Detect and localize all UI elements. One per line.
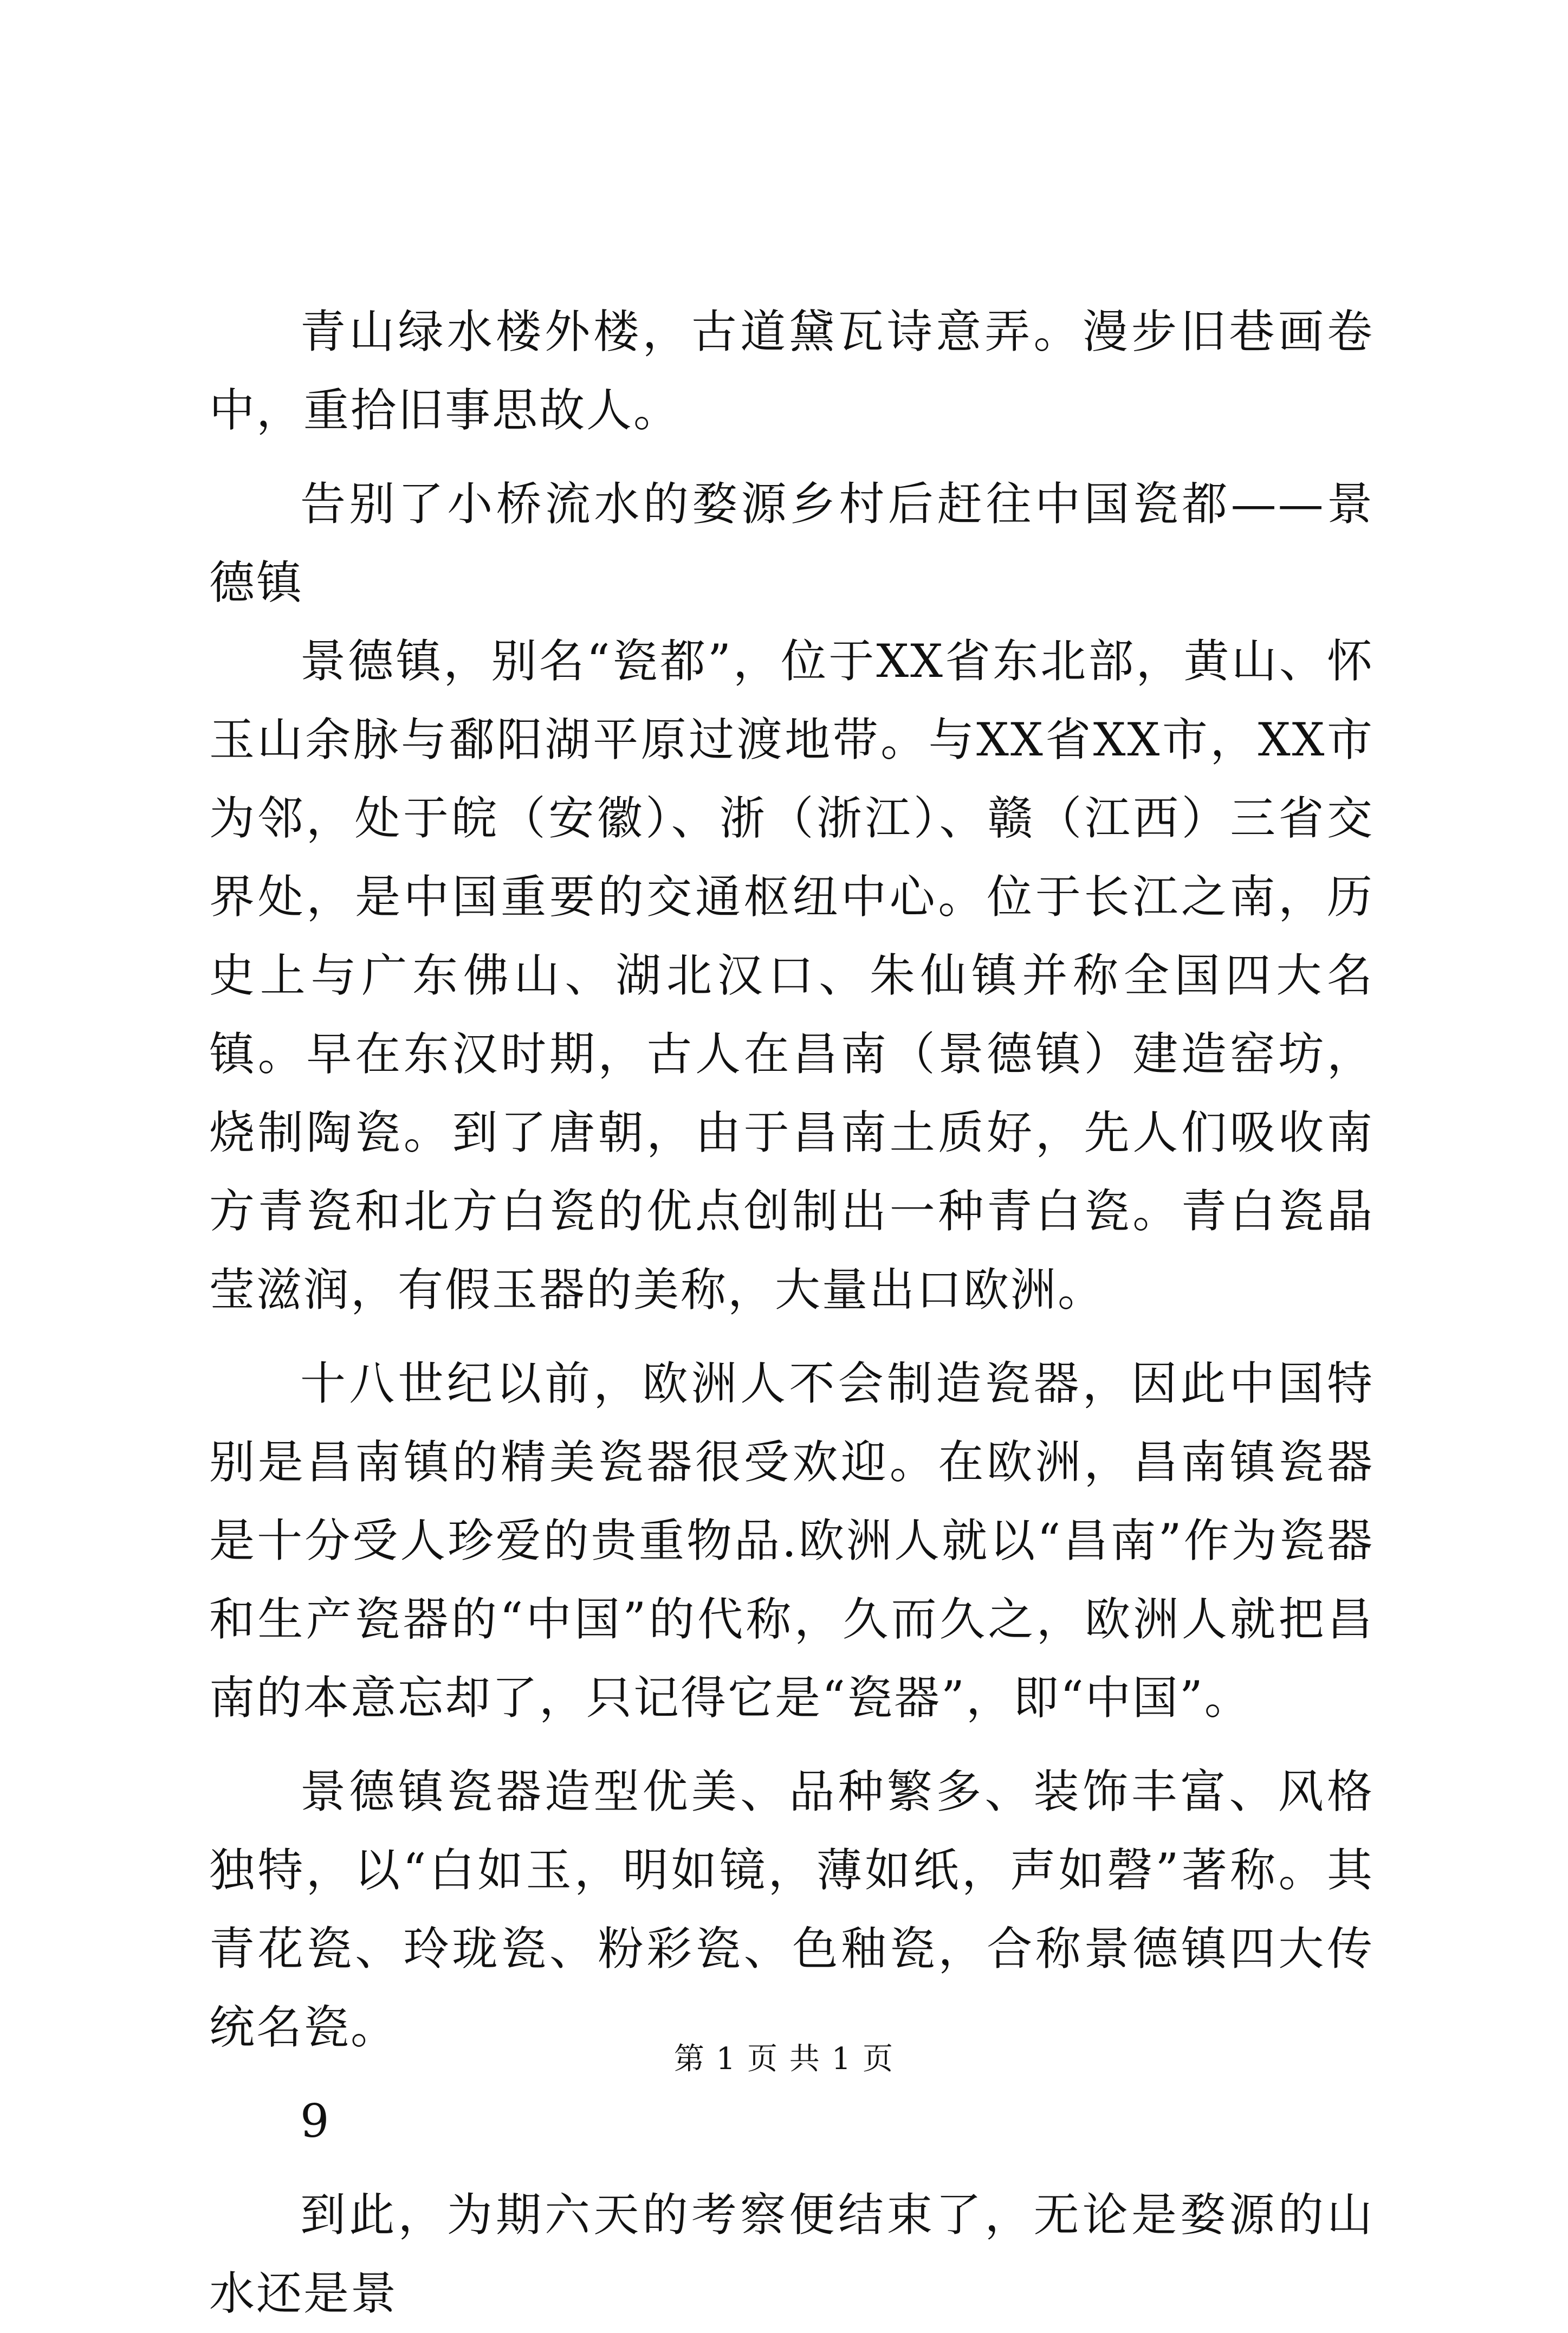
paragraph-intro-poem: 青山绿水楼外楼，古道黛瓦诗意弄。漫步旧巷画卷中，重拾旧事思故人。 xyxy=(209,305,1374,437)
paragraph-jingdezhen-overview: 景德镇，别名“瓷都”，位于XX省东北部，黄山、怀玉山余脉与鄱阳湖平原过渡地带。与XX省XX市，XX市为邻，处于皖（安徽）、浙（浙江）、赣（江西）三省交界处，是中国重要的交通枢纽中心。位于长江之南，历史上与广东佛山、湖北汉口、朱仙镇并称全国四大名镇。早在东汉时期，古人在昌南（景德镇）建造窑坊，烧制陶瓷。到了唐朝，由于昌南土质好，先人们吸收南方青瓷和北方白瓷的优点创制出一种青白瓷。青白瓷晶莹滋润，有假玉器的美称，大量出口欧洲。 xyxy=(209,635,1374,1316)
inline-page-number: 9 xyxy=(300,2095,329,2148)
paragraph-china-name-origin: 十八世纪以前，欧洲人不会制造瓷器，因此中国特别是昌南镇的精美瓷器很受欢迎。在欧洲，昌南镇瓷器是十分受人珍爱的贵重物品.欧洲人就以“昌南”作为瓷器和生产瓷器的“中国”的代称，久而久之，欧洲人就把昌南的本意忘却了，只记得它是“瓷器”，即“中国”。 xyxy=(209,1357,1374,1724)
document-body xyxy=(209,293,1374,2333)
paragraph-conclusion: 到此，为期六天的考察便结束了，无论是婺源的山水还是景 xyxy=(209,2188,1374,2320)
paragraph-transition: 告别了小桥流水的婺源乡村后赶往中国瓷都——景德镇 xyxy=(209,477,1374,609)
page-footer: 第 1 页 共 1 页 xyxy=(673,2041,895,2077)
paragraph-porcelain-features: 景德镇瓷器造型优美、品种繁多、装饰丰富、风格独特，以“白如玉，明如镜，薄如纸，声如磬”著称。其青花瓷、玲珑瓷、粉彩瓷、色釉瓷，合称景德镇四大传统名瓷。 xyxy=(209,1765,1374,2054)
